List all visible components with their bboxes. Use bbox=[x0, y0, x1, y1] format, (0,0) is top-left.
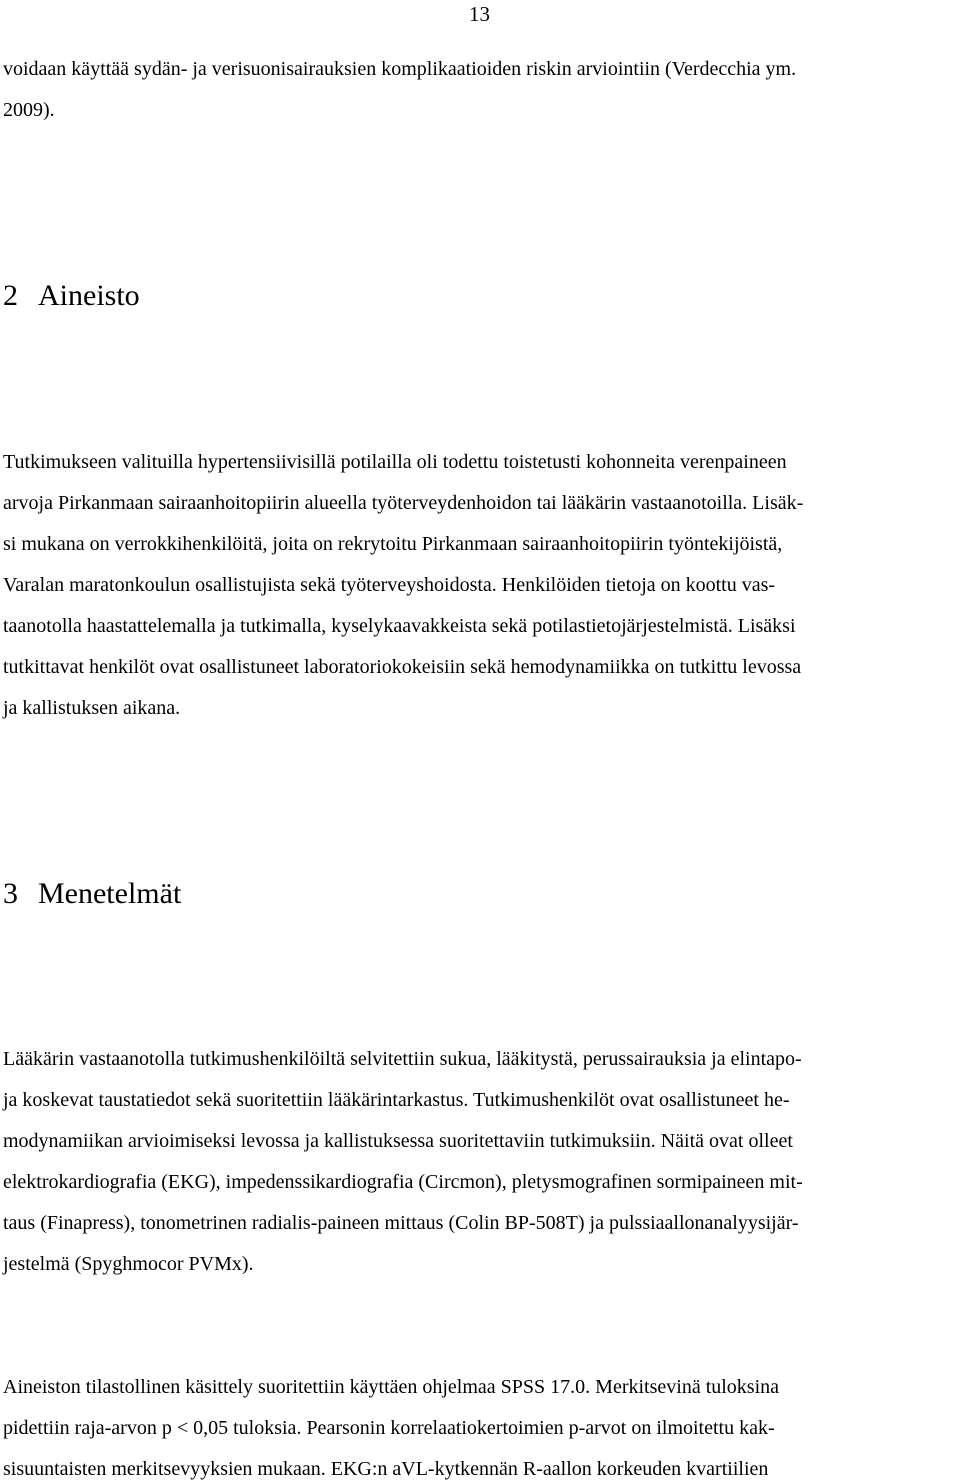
text-line: jestelmä (Spyghmocor PVMx). bbox=[3, 1253, 254, 1275]
section-heading-menetelmat bbox=[3, 876, 181, 912]
text-line: ja koskevat taustatiedot sekä suoritettiin lääkärintarkastus. Tutkimushenkilöt ovat osallistuneet he- bbox=[3, 1089, 790, 1111]
text-line: Lääkärin vastaanotolla tutkimushenkilöiltä selvitettiin sukua, lääkitystä, perussairauksia ja elintapo- bbox=[3, 1048, 802, 1070]
section-title: Menetelmät bbox=[38, 877, 182, 910]
text-line: Tutkimukseen valituilla hypertensiivisillä potilailla oli todettu toistetusti kohonneita verenpaineen bbox=[3, 451, 787, 473]
text-line: Varalan maratonkoulun osallistujista sekä työterveyshoidosta. Henkilöiden tietoja on koottu vas- bbox=[3, 574, 776, 596]
text-line: ja kallistuksen aikana. bbox=[3, 697, 181, 719]
text-line: modynamiikan arvioimiseksi levossa ja kallistuksessa suoritettaviin tutkimuksiin. Näitä ovat olleet bbox=[3, 1130, 793, 1152]
text-line: sisuuntaisten merkitsevyyksien mukaan. EKG:n aVL-kytkennän R-aallon korkeuden kvartiilien bbox=[3, 1458, 769, 1480]
text-line: 2009). bbox=[3, 99, 55, 121]
text-line: voidaan käyttää sydän- ja verisuonisairauksien komplikaatioiden riskin arviointiin (Verdecchia ym. bbox=[3, 58, 797, 80]
text-line: Aineiston tilastollinen käsittely suoritettiin käyttäen ohjelmaa SPSS 17.0. Merkitsevinä tuloksina bbox=[3, 1376, 780, 1398]
section-number: 2 bbox=[3, 279, 18, 312]
text-line: elektrokardiografia (EKG), impedenssikardiografia (Circmon), pletysmografinen sormipaineen mit- bbox=[3, 1171, 803, 1193]
text-line: taanotolla haastattelemalla ja tutkimalla, kyselykaavakkeista sekä potilastietojärjestelmistä. Lisäksi bbox=[3, 615, 796, 637]
section-heading-aineisto bbox=[3, 278, 140, 314]
text-line: pidettiin raja-arvon p < 0,05 tuloksia. Pearsonin korrelaatiokertoimien p-arvot on ilmoitettu kak- bbox=[3, 1417, 775, 1439]
section-number: 3 bbox=[3, 877, 18, 910]
section-title: Aineisto bbox=[38, 279, 140, 312]
text-line: arvoja Pirkanmaan sairaanhoitopiirin alueella työterveydenhoidon tai lääkärin vastaanotoilla. Lisäk- bbox=[3, 492, 804, 514]
text-line: si mukana on verrokkihenkilöitä, joita on rekrytoitu Pirkanmaan sairaanhoitopiirin työntekijöistä, bbox=[3, 533, 783, 555]
text-line: tutkittavat henkilöt ovat osallistuneet laboratoriokokeisiin sekä hemodynamiikka on tutkittu levossa bbox=[3, 656, 802, 678]
page-number: 13 bbox=[469, 2, 490, 26]
text-line: taus (Finapress), tonometrinen radialis-paineen mittaus (Colin BP-508T) ja pulssiaallonanalyysijär- bbox=[3, 1212, 799, 1234]
